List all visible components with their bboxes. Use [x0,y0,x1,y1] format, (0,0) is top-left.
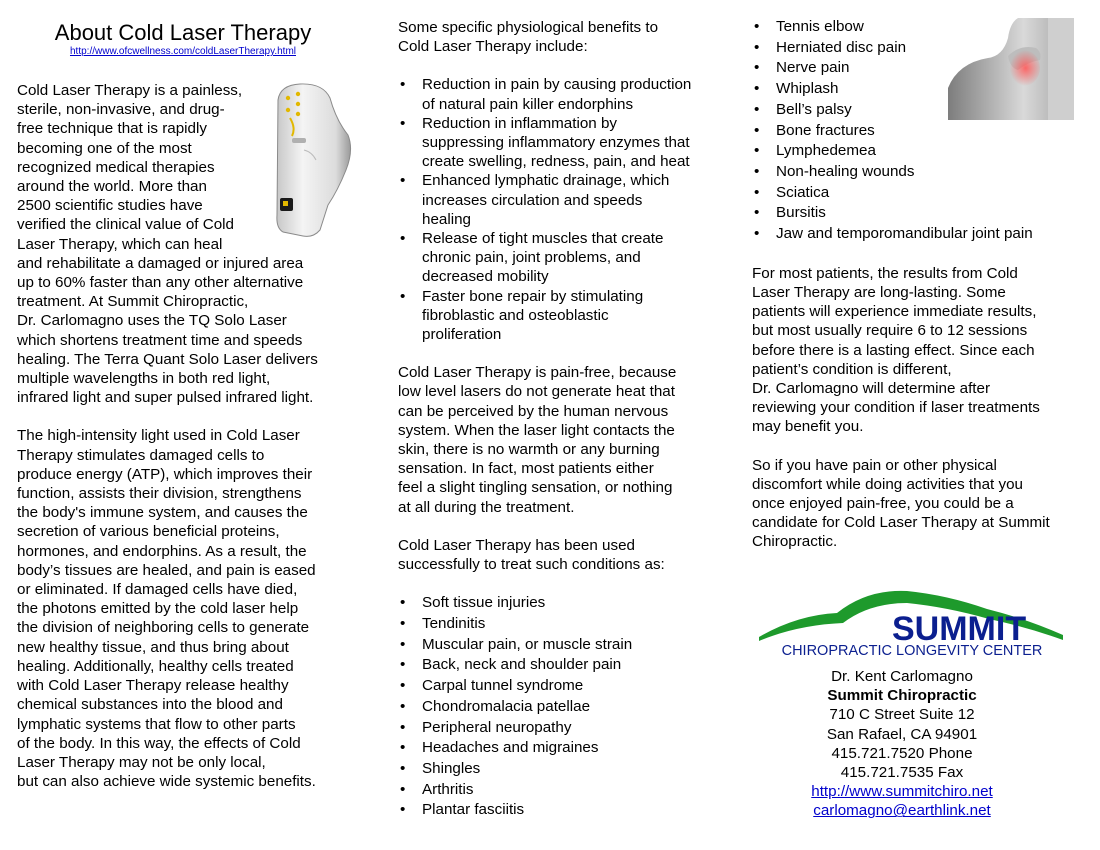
intro-line: treatment. At Summit Chiropractic, [17,293,249,311]
closing-paragraph [752,456,1087,552]
condition-item: • Back, neck and shoulder pain [398,655,723,676]
condition-item: • Headaches and migraines [398,738,723,759]
how-it-works-line: with Cold Laser Therapy release healthy [17,677,289,695]
results-line: may benefit you. [752,418,864,436]
benefits-list [398,75,723,344]
how-it-works-line: healing. Additionally, healthy cells treated [17,657,294,675]
condition-item: • Carpal tunnel syndrome [398,676,723,697]
benefits-intro-line: Cold Laser Therapy include: [398,38,588,56]
benefit-item: • Reduction in inflammation by suppressing inflammatory enzymes that create swelling, redness, pain, and heat [398,114,723,172]
condition-item: • Non-healing wounds [752,162,1087,183]
how-it-works-line: the body's immune system, and causes the [17,504,308,522]
benefit-item: • Reduction in pain by causing production of natural pain killer endorphins [398,75,723,113]
how-it-works-line: body’s tissues are healed, and pain is eased [17,561,316,579]
condition-item: • Whiplash [752,79,1087,100]
results-line: reviewing your condition if laser treatments [752,399,1040,417]
condition-item: • Plantar fasciitis [398,800,723,821]
page-title: About Cold Laser Therapy [54,20,312,45]
intro-line: around the world. More than [17,178,207,196]
results-line: For most patients, the results from Cold [752,264,1018,282]
conditions-intro-line: successfully to treat such conditions as: [398,556,665,574]
conditions-intro-line: Cold Laser Therapy has been used [398,536,635,554]
pain-free-line: can be perceived by the human nervous [398,402,669,420]
logo-tagline: CHIROPRACTIC LONGEVITY CENTER [781,643,1043,659]
logo-wordmark: SUMMIT [892,610,1027,648]
how-it-works-line: hormones, and endorphins. As a result, the [17,542,307,560]
pain-free-line: Cold Laser Therapy is pain-free, because [398,364,677,382]
how-it-works-line: chemical substances into the blood and [17,696,283,714]
condition-item: • Jaw and temporomandibular joint pain [752,224,1087,245]
how-it-works-line: the photons emitted by the cold laser help [17,600,299,618]
intro-line: Laser Therapy, which can heal [17,235,223,253]
doctor-name: Dr. Kent Carlomagno [831,668,973,685]
how-it-works-line: Therapy stimulates damaged cells to [17,446,265,464]
source-link[interactable]: http://www.ofcwellness.com/coldLaserTherapy.html [69,46,296,57]
benefit-item: • Release of tight muscles that create chronic pain, joint problems, and decreased mobility [398,229,723,287]
condition-item: • Tennis elbow [752,17,1087,38]
results-line: Dr. Carlomagno will determine after [752,379,991,397]
how-it-works-line: function, assists their division, strengthens [17,485,302,503]
closing-line: candidate for Cold Laser Therapy at Summit [752,514,1050,532]
how-it-works-paragraph [17,426,357,791]
business-name: Summit Chiropractic [827,687,977,705]
column-middle [398,0,723,821]
intro-line: and rehabilitate a damaged or injured area [17,254,304,272]
benefits-intro-line: Some specific physiological benefits to [398,19,659,36]
contact-block [752,667,1052,821]
condition-item: • Chondromalacia patellae [398,697,723,718]
condition-item: • Bone fractures [752,121,1087,142]
shoulder-pain-image [948,18,1074,120]
fax-number: 415.721.7535 Fax [840,764,964,782]
how-it-works-line: The high-intensity light used in Cold Laser [17,427,300,445]
summit-logo [757,585,1067,660]
results-line: but most usually require 6 to 12 sessions [752,322,1028,340]
condition-item: • Shingles [398,759,723,780]
intro-line: 2500 scientific studies have [17,197,203,215]
condition-item: • Tendinitis [398,614,723,635]
intro-line: which shortens treatment time and speeds [17,331,303,349]
intro-line: Dr. Carlomagno uses the TQ Solo Laser [17,312,287,330]
intro-line: multiple wavelengths in both red light, [17,370,271,388]
intro-line: Cold Laser Therapy is a painless, [17,82,243,99]
pain-free-line: feel a slight tingling sensation, or nothing [398,479,673,497]
results-line: Laser Therapy are long-lasting. Some [752,283,1006,301]
how-it-works-line: Laser Therapy may not be only local, [17,753,266,771]
how-it-works-line: but can also achieve wide systemic benefits. [17,773,316,791]
email-link[interactable]: carlomagno@earthlink.net [813,802,991,820]
intro-line: verified the clinical value of Cold [17,216,234,234]
pain-free-line: skin, there is no warmth or any burning [398,441,660,459]
pain-free-line: sensation. In fact, most patients either [398,460,654,478]
results-line: before there is a lasting effect. Since each [752,341,1035,359]
results-paragraph [752,264,1087,437]
how-it-works-line: the division of neighboring cells to generate [17,619,310,637]
how-it-works-line: lymphatic systems that flow to other parts [17,715,296,733]
intro-line: infrared light and super pulsed infrared light. [17,389,314,407]
intro-line: recognized medical therapies [17,158,215,176]
website-link[interactable]: http://www.summitchiro.net [811,783,993,801]
intro-line: becoming one of the most [17,139,192,157]
intro-line: healing. The Terra Quant Solo Laser delivers [17,350,318,368]
pain-free-line: system. When the laser light contacts the [398,421,675,439]
closing-line: once enjoyed pain-free, you could be a [752,494,1014,512]
intro-line: sterile, non-invasive, and drug- [17,101,225,119]
how-it-works-line: produce energy (ATP), which improves their [17,465,313,483]
results-line: patients will experience immediate results, [752,303,1037,321]
how-it-works-line: or eliminated. If damaged cells have died, [17,581,298,599]
conditions-list-a [398,593,723,821]
condition-item: • Bursitis [752,203,1087,224]
condition-item: • Muscular pain, or muscle strain [398,635,723,656]
intro-line: up to 60% faster than any other alternative [17,274,304,292]
pain-free-line: at all during the treatment. [398,498,575,516]
laser-device-image [268,80,353,240]
how-it-works-line: secretion of various beneficial proteins, [17,523,280,541]
condition-item: • Nerve pain [752,58,1087,79]
benefits-intro [398,18,723,56]
condition-item: • Sciatica [752,183,1087,204]
condition-item: • Herniated disc pain [752,38,1087,59]
condition-item: • Peripheral neuropathy [398,718,723,739]
closing-line: So if you have pain or other physical [752,456,997,474]
city-address: San Rafael, CA 94901 [826,725,978,743]
closing-line: Chiropractic. [752,533,838,551]
condition-item: • Bell’s palsy [752,100,1087,121]
how-it-works-line: new healthy tissue, and thus bring about [17,638,289,656]
benefit-item: • Faster bone repair by stimulating fibroblastic and osteoblastic proliferation [398,287,723,345]
results-line: patient’s condition is different, [752,360,952,378]
phone-number: 415.721.7520 Phone [831,744,973,762]
how-it-works-line: of the body. In this way, the effects of Cold [17,734,301,752]
condition-item: • Lymphedemea [752,141,1087,162]
street-address: 710 C Street Suite 12 [829,706,975,724]
benefit-item: • Enhanced lymphatic drainage, which increases circulation and speeds healing [398,171,723,229]
intro-line: free technique that is rapidly [17,120,207,138]
condition-item: • Soft tissue injuries [398,593,723,614]
conditions-intro [398,536,723,574]
condition-item: • Arthritis [398,780,723,801]
closing-line: discomfort while doing activities that you [752,475,1023,493]
pain-free-paragraph [398,363,723,517]
pain-free-line: low level lasers do not generate heat that [398,383,675,401]
